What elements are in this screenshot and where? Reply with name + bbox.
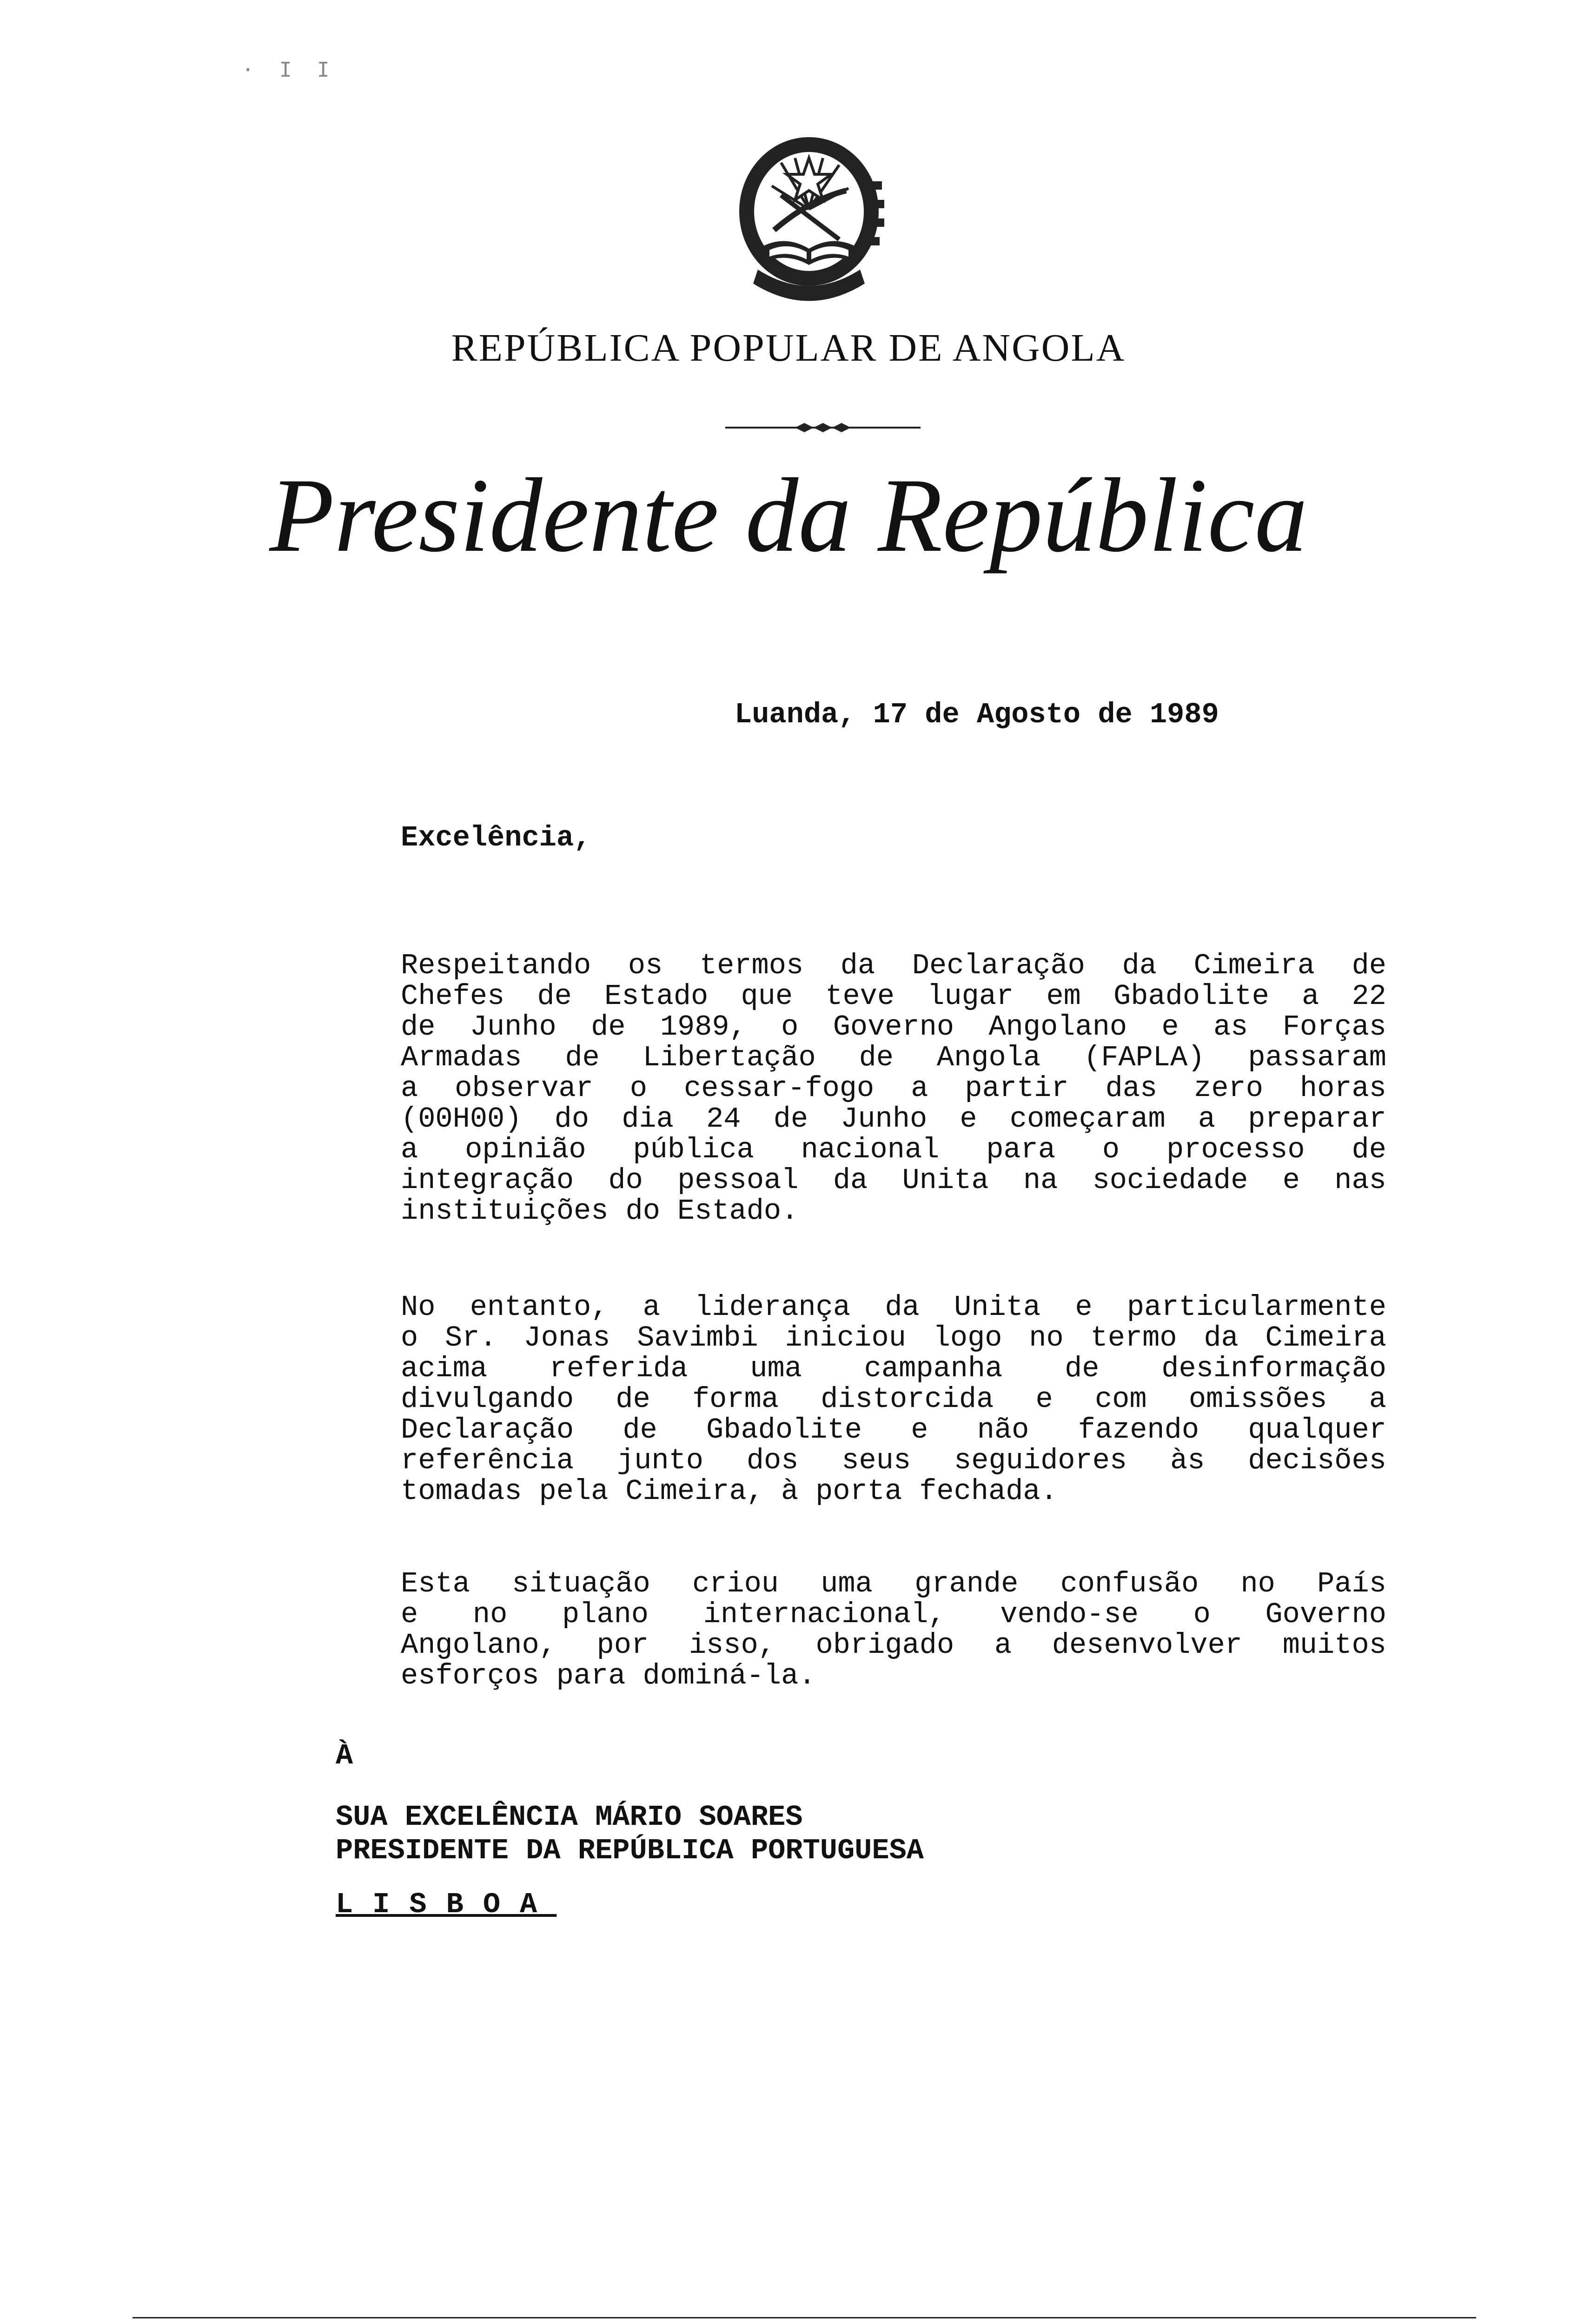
word: as [1213,1010,1248,1043]
word: a [911,1072,928,1105]
word: da [885,1291,920,1324]
word: em [1046,980,1081,1013]
word: (00H00) [401,1103,522,1136]
word: da [840,949,875,982]
word: termos [699,949,804,982]
paragraph-line [401,1661,1386,1691]
word: acima [401,1352,488,1385]
word: seus [842,1444,911,1477]
word: entanto, [470,1291,609,1324]
word: grande [914,1567,1019,1600]
word: os [628,949,663,982]
word: internacional, [703,1598,946,1631]
salutation: Excelência, [401,821,591,854]
word: e [1075,1291,1093,1324]
word: o [629,1072,647,1105]
word: desinformação [1161,1352,1386,1385]
word: preparar [1248,1103,1386,1136]
word: de [1065,1352,1100,1385]
word: uma [750,1352,802,1385]
word: às [1170,1444,1205,1477]
paragraph-line [401,1012,1386,1043]
word: forma [692,1383,779,1416]
word: Savimbi [637,1321,758,1354]
word: Libertação [643,1041,816,1074]
paragraph-line [401,1135,1386,1165]
word: para [556,1659,626,1692]
word: o [401,1321,418,1354]
word: Angola [936,1041,1041,1074]
paragraph-line [401,1073,1386,1104]
word: criou [692,1567,779,1600]
paragraph-line [401,1104,1386,1135]
word: Chefes [401,980,505,1013]
bottom-rule [133,2317,1476,2318]
word: da [833,1164,868,1197]
ornamental-divider-icon [725,418,921,437]
word: Armadas [401,1041,522,1074]
word: horas [1299,1072,1386,1105]
word: a [994,1629,1012,1662]
word: Declaração [912,949,1085,982]
word: para [986,1133,1056,1166]
word: distorcida [821,1383,994,1416]
word: 24 [706,1103,741,1136]
word: a [1302,980,1319,1013]
paragraph-line [401,1569,1386,1599]
word: processo [1166,1133,1305,1166]
word: fechada. [919,1475,1058,1508]
word: do [625,1195,660,1228]
word: de [401,1010,436,1043]
word: No [401,1291,436,1324]
word: nacional [801,1133,940,1166]
paragraph-line [401,951,1386,981]
word: a [1369,1383,1386,1416]
paragraph-line [401,1292,1386,1323]
word: pessoal [677,1164,799,1197]
word: o [781,1010,799,1043]
word: (FAPLA) [1083,1041,1205,1074]
word: isso, [689,1629,775,1662]
word: termo [1090,1321,1177,1354]
word: Jonas [523,1321,610,1354]
word: das [1105,1072,1158,1105]
word: nas [1334,1164,1386,1197]
word: Sr. [445,1321,497,1354]
word: liderança [695,1291,851,1324]
word: pública [633,1133,754,1166]
paragraph-line [401,1476,1386,1507]
word: partir [965,1072,1069,1105]
word: de [616,1383,650,1416]
word: do [554,1103,590,1136]
word: de [537,980,572,1013]
word: dos [746,1444,799,1477]
word: a [643,1291,660,1324]
paragraph-line [401,1196,1386,1227]
word: a [401,1133,418,1166]
word: de [1352,1133,1386,1166]
word: cessar-fogo [683,1072,875,1105]
word: logo [933,1321,1002,1354]
office-title: Presidente da República [269,457,1308,574]
word: de [565,1041,600,1074]
word: no [472,1598,508,1631]
word: situação [512,1567,650,1600]
word: uma [821,1567,873,1600]
addressee-title: PRESIDENTE DA REPÚBLICA PORTUGUESA [336,1834,924,1867]
angola-coat-of-arms-icon [730,130,888,316]
paragraph-3 [401,1569,1386,1691]
word: Estado. [677,1195,799,1228]
word: que [741,980,793,1013]
word: da [1122,949,1157,982]
word: 22 [1352,980,1386,1013]
word: Cimeira [1265,1321,1386,1354]
republic-name: REPÚBLICA POPULAR DE ANGOLA [451,326,1126,370]
word: iniciou [785,1321,906,1354]
addressee-block [336,1741,924,1869]
word: Esta [401,1567,470,1600]
word: referência [401,1444,574,1477]
word: obrigado [815,1629,954,1662]
word: dia [622,1103,674,1136]
word: passaram [1248,1041,1386,1074]
word: Cimeira [1193,949,1315,982]
word: divulgando [401,1383,574,1416]
paragraph-line [401,1415,1386,1446]
word: Unita [902,1164,989,1197]
addressee-prefix: À [336,1739,353,1772]
word: qualquer [1248,1413,1386,1446]
word: da [1204,1321,1239,1354]
word: 1989, [660,1010,747,1043]
word: Junho [841,1103,928,1136]
word: teve [825,980,895,1013]
paragraph-1 [401,951,1386,1227]
addressee-city: LISBOA [336,1888,557,1921]
word: de [591,1010,626,1043]
word: por [596,1629,649,1662]
word: fazendo [1078,1413,1199,1446]
paragraph-line [401,1446,1386,1476]
word: junto [616,1444,703,1477]
paragraph-line [401,1165,1386,1196]
paragraph-line [401,1323,1386,1353]
word: a [401,1072,418,1105]
word: integração [401,1164,574,1197]
word: Declaração [401,1413,574,1446]
word: à [781,1475,799,1508]
word: e [1282,1164,1300,1197]
word: o [1102,1133,1120,1166]
word: Forças [1282,1010,1386,1043]
word: no [1029,1321,1064,1354]
addressee-name: SUA EXCELÊNCIA MÁRIO SOARES [336,1801,803,1834]
paragraph-line [401,1043,1386,1073]
word: zero [1194,1072,1263,1105]
word: não [977,1413,1029,1446]
word: campanha [864,1352,1003,1385]
word: decisões [1248,1444,1386,1477]
word: Gbadolite [706,1413,862,1446]
word: omissões [1188,1383,1327,1416]
word: Estado [604,980,709,1013]
word: lugar [927,980,1014,1013]
word: Respeitando [401,949,591,982]
word: Gbadolite [1113,980,1269,1013]
word: Governo [833,1010,954,1043]
word: de [773,1103,808,1136]
word: vendo-se [1000,1598,1139,1631]
word: instituições [401,1195,609,1228]
corner-marks: · I I [242,58,336,82]
word: opinião [465,1133,586,1166]
paragraph-2 [401,1292,1386,1507]
word: na [1023,1164,1058,1197]
paragraph-line [401,981,1386,1012]
word: com [1094,1383,1147,1416]
word: esforços [401,1659,539,1692]
word: e [960,1103,977,1136]
word: Governo [1265,1598,1386,1631]
paragraph-line [401,1599,1386,1630]
paragraph-line [401,1353,1386,1384]
word: a [1198,1103,1216,1136]
word: particularmente [1126,1291,1386,1324]
word: e [911,1413,928,1446]
word: referida [549,1352,688,1385]
date-line: Luanda, 17 de Agosto de 1989 [735,698,1219,731]
word: e [1161,1010,1179,1043]
word: pela [539,1475,609,1508]
word: começaram [1009,1103,1166,1136]
word: e [1035,1383,1053,1416]
word: muitos [1282,1629,1386,1662]
word: plano [562,1598,649,1631]
word: e [401,1598,418,1631]
word: Junho [470,1010,557,1043]
word: tomadas [401,1475,522,1508]
word: observar [455,1072,593,1105]
word: seguidores [954,1444,1127,1477]
word: de [1352,949,1386,982]
word: dominá-la. [643,1659,816,1692]
word: porta [815,1475,902,1508]
word: o [1193,1598,1211,1631]
word: País [1317,1567,1386,1600]
word: de [623,1413,657,1446]
word: Angolano, [401,1629,557,1662]
paragraph-line [401,1384,1386,1415]
word: sociedade [1092,1164,1248,1197]
word: Angolano [988,1010,1127,1043]
word: de [859,1041,894,1074]
word: Cimeira, [625,1475,764,1508]
paragraph-line [401,1630,1386,1661]
word: do [608,1164,643,1197]
word: desenvolver [1052,1629,1243,1662]
word: confusão [1060,1567,1199,1600]
word: Unita [954,1291,1041,1324]
word: no [1240,1567,1275,1600]
